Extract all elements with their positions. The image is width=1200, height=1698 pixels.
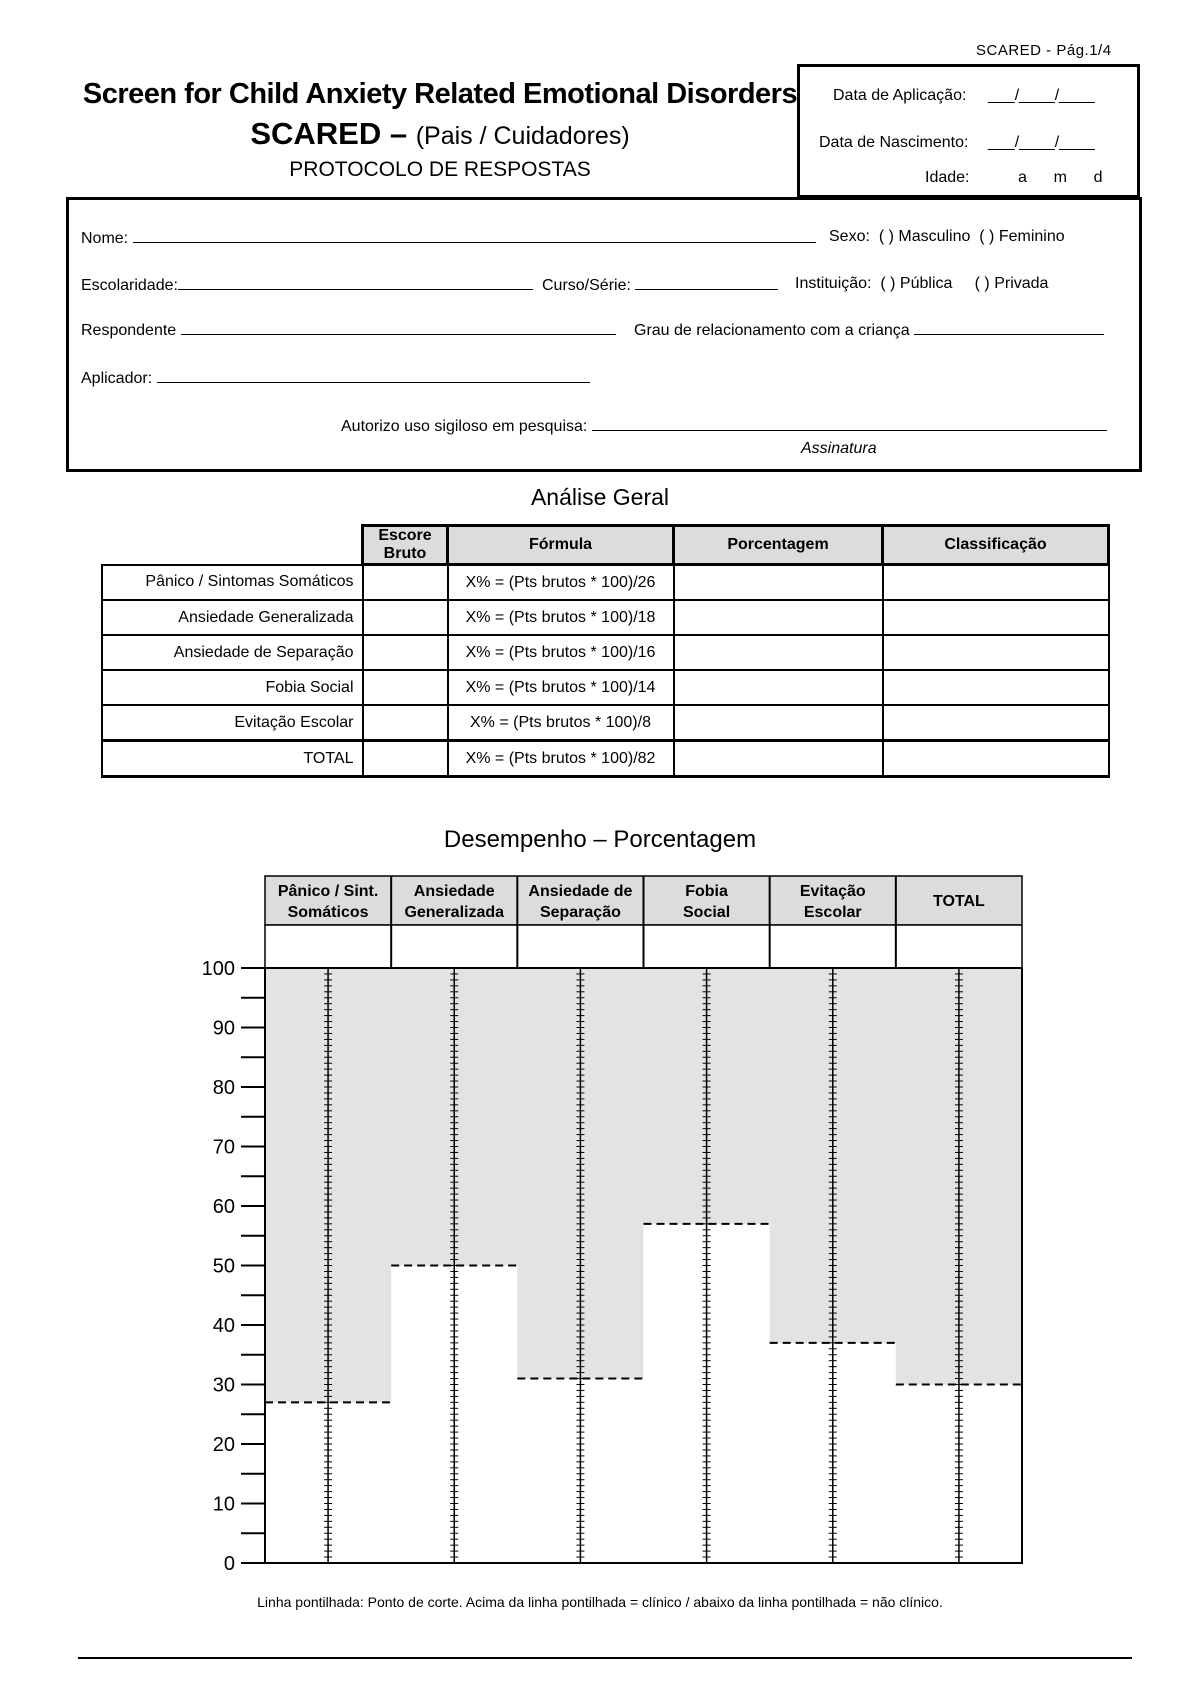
formula-cell: X% = (Pts brutos * 100)/26 xyxy=(448,565,674,601)
y-tick-label: 60 xyxy=(212,1196,235,1218)
sex-label: Sexo: xyxy=(829,228,870,245)
col-percentage: Porcentagem xyxy=(674,526,883,565)
y-tick-label: 30 xyxy=(212,1374,235,1397)
row-label: Ansiedade Generalizada xyxy=(102,600,363,635)
page-number: SCARED - Pág.1/4 xyxy=(976,42,1112,59)
formula-cell: X% = (Pts brutos * 100)/8 xyxy=(448,705,674,741)
schooling-label: Escolaridade: xyxy=(81,277,178,294)
application-date-label: Data de Aplicação: xyxy=(833,87,967,104)
y-tick-label: 40 xyxy=(212,1315,235,1337)
y-tick-label: 90 xyxy=(212,1017,235,1040)
category-label: Pânico / Sint. Somáticos xyxy=(277,883,379,921)
col-formula: Fórmula xyxy=(448,526,674,565)
birth-date-field[interactable]: ___/____/____ xyxy=(988,134,1095,151)
category-label: TOTAL xyxy=(932,893,985,910)
sex-female-option[interactable]: ( ) Feminino xyxy=(979,228,1065,245)
age-label: Idade: xyxy=(925,169,970,186)
formula-cell: X% = (Pts brutos * 100)/82 xyxy=(448,741,674,777)
application-date-field[interactable]: ___/____/____ xyxy=(988,87,1095,104)
y-tick-label: 50 xyxy=(212,1255,235,1278)
row-label: Evitação Escolar xyxy=(102,705,363,741)
y-tick-label: 20 xyxy=(212,1434,235,1456)
row-label: TOTAL xyxy=(102,741,363,777)
institution-label: Instituição: xyxy=(795,275,872,292)
chart-title: Desempenho – Porcentagem xyxy=(443,826,757,853)
category-label: Evitação Escolar xyxy=(799,883,866,921)
row-label: Ansiedade de Separação xyxy=(102,635,363,670)
respondent-label: Respondente xyxy=(81,322,177,339)
scared-title: SCARED – xyxy=(250,116,416,151)
bottom-divider xyxy=(78,1657,1132,1659)
y-tick-label: 80 xyxy=(212,1077,235,1099)
row-label: Pânico / Sintomas Somáticos xyxy=(102,565,363,601)
y-tick-label: 70 xyxy=(212,1136,235,1159)
age-units: a m d xyxy=(1018,169,1103,186)
y-tick-label: 0 xyxy=(223,1553,235,1575)
category-label: Ansiedade de Separação xyxy=(528,883,633,921)
sex-male-option[interactable]: ( ) Masculino xyxy=(878,228,971,245)
signature-caption: Assinatura xyxy=(801,440,877,457)
formula-cell: X% = (Pts brutos * 100)/14 xyxy=(448,670,674,705)
form-title: Screen for Child Anxiety Related Emotional Disorders xyxy=(82,78,798,110)
footnote: Linha pontilhada: Ponto de corte. Acima da linha pontilhada = clínico / abaixo da linha pontilhada = não clínico. xyxy=(257,1594,943,1610)
institution-private-option[interactable]: ( ) Privada xyxy=(974,275,1049,292)
protocol-title: PROTOCOLO DE RESPOSTAS xyxy=(289,158,591,181)
y-tick-label: 100 xyxy=(201,958,235,980)
institution-public-option[interactable]: ( ) Pública xyxy=(880,275,953,292)
formula-cell: X% = (Pts brutos * 100)/16 xyxy=(448,635,674,670)
category-label: Ansiedade Generalizada xyxy=(404,883,505,921)
row-label: Fobia Social xyxy=(102,670,363,705)
category-label: Fobia Social xyxy=(683,883,731,921)
analysis-title: Análise Geral xyxy=(530,484,670,510)
birth-date-label: Data de Nascimento: xyxy=(819,134,969,151)
col-raw-score: Escore Bruto xyxy=(363,526,448,565)
course-label: Curso/Série: xyxy=(542,277,631,294)
applicator-label: Aplicador: xyxy=(81,370,153,387)
formula-cell: X% = (Pts brutos * 100)/18 xyxy=(448,600,674,635)
relationship-label: Grau de relacionamento com a criança xyxy=(634,322,910,339)
respondent-type: (Pais / Cuidadores) xyxy=(415,122,630,150)
col-classification: Classificação xyxy=(883,526,1109,565)
name-label: Nome: xyxy=(81,230,129,247)
authorize-label: Autorizo uso sigiloso em pesquisa: xyxy=(341,418,588,435)
y-tick-label: 10 xyxy=(212,1493,235,1516)
